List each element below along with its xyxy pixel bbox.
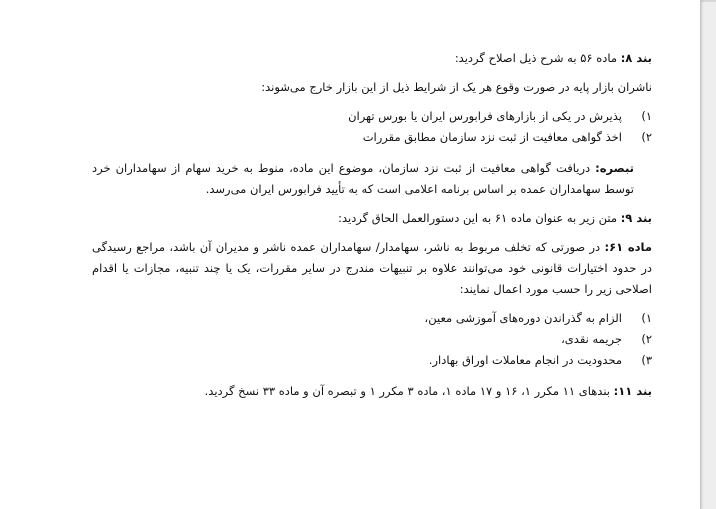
- note-paragraph: [92, 158, 652, 200]
- band-8-text: ماده ۵۶ به شرح ذیل اصلاح گردید:: [454, 51, 621, 65]
- band-9-paragraph: [92, 208, 652, 229]
- band-9-text: متن زیر به عنوان ماده ۶۱ به این دستورالعمل الحاق گردید:: [338, 211, 621, 225]
- list-number: ۱): [641, 109, 652, 123]
- penalties-list: [92, 308, 652, 371]
- band-11-label: بند ۱۱:: [613, 384, 652, 398]
- list-number: ۲): [641, 130, 652, 144]
- list-text: جریمه نقدی،: [561, 332, 622, 346]
- list-number: ۳): [641, 353, 652, 367]
- article-61-paragraph: [92, 237, 652, 300]
- list-item: [92, 350, 652, 371]
- article-61-label: ماده ۶۱:: [604, 240, 652, 254]
- list-text: اخذ گواهی معافیت از ثبت نزد سازمان مطابق مقررات: [362, 130, 622, 144]
- list-text: الزام به گذراندن دوره‌های آموزشی معین،: [424, 311, 622, 325]
- list-item: [92, 308, 652, 329]
- list-number: ۱): [641, 311, 652, 325]
- list-text: محدودیت در انجام معاملات اوراق بهادار.: [428, 353, 622, 367]
- band-11-paragraph: [92, 381, 652, 402]
- note-label: تبصره:: [595, 161, 634, 175]
- intro-paragraph: ناشران بازار پایه در صورت وقوع هر یک از شرایط ذیل از این بازار خارج می‌شوند:: [261, 80, 652, 94]
- list-text: پذیرش در یکی از بازارهای فرابورس ایران یا بورس تهران: [348, 109, 622, 123]
- band-11-text: بندهای ۱۱ مکرر ۱، ۱۶ و ۱۷ ماده ۱، ماده ۳ مکرر ۱ و تبصره آن و ماده ۳۳ نسخ گردید.: [204, 384, 614, 398]
- article-61-text: در صورتی که تخلف مربوط به ناشر، سهامدار/ سهامداران عمده ناشر و مدیران آن باشد، مراجع رسیدگی در حدود اختیارات قانونی خود می‌توانند علاوه بر تنبیهات مندرج در سایر مقررات، یک یا چند تنبیه، مجازات یا اقدام اصلاحی زیر را حسب مورد اعمال نمایند:: [92, 240, 652, 296]
- list-item: [92, 329, 652, 350]
- note-text: دریافت گواهی معافیت از ثبت نزد سازمان، موضوع این ماده، منوط به خرید سهام از سهامداران خرد توسط سهامداران عمده بر اساس برنامه اعلامی است که به تأیید فرابورس ایران می‌رسد.: [92, 161, 634, 196]
- list-item: [92, 106, 652, 127]
- band-9-label: بند ۹:: [620, 211, 652, 225]
- band-8-paragraph: [92, 48, 652, 69]
- list-number: ۲): [641, 332, 652, 346]
- exit-conditions-list: [92, 106, 652, 148]
- band-8-label: بند ۸:: [620, 51, 652, 65]
- list-item: [92, 127, 652, 148]
- document-content: [92, 48, 652, 410]
